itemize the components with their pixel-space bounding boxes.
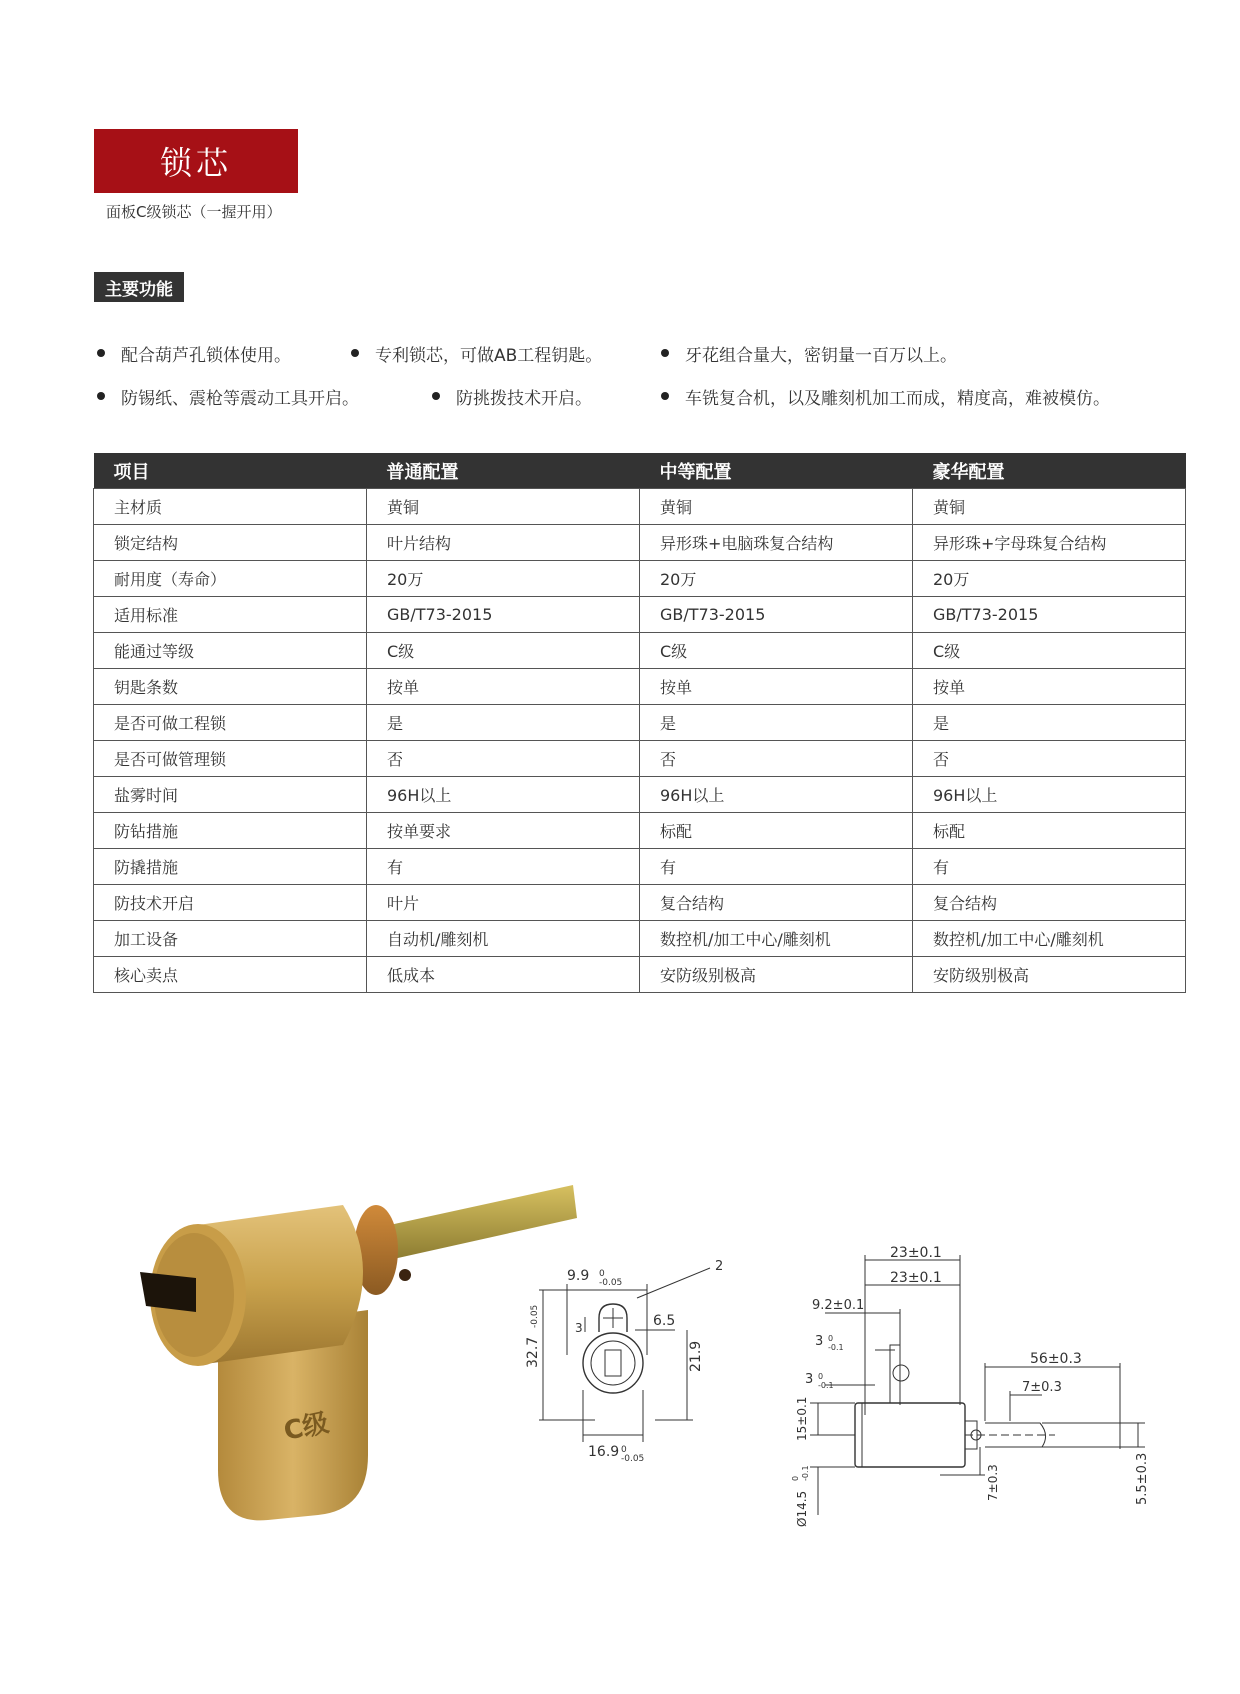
svg-text:3: 3 [805, 1372, 814, 1387]
svg-text:0: 0 [828, 1334, 834, 1343]
table-row [94, 705, 1186, 741]
table-cell: 有 [913, 849, 1186, 885]
feature-item: 牙花组合量大，密钥量一百万以上。 [661, 341, 957, 366]
table-cell: 加工设备 [94, 921, 367, 957]
tailpiece-shaft [376, 1185, 577, 1262]
svg-text:5.5±0.3: 5.5±0.3 [1135, 1452, 1150, 1505]
table-cell: 防技术开启 [94, 885, 367, 921]
table-cell: 20万 [640, 561, 913, 597]
svg-text:0: 0 [791, 1475, 800, 1481]
table-cell: 自动机/雕刻机 [367, 921, 640, 957]
keyway-icon [140, 1272, 196, 1312]
table-cell: 按单 [640, 669, 913, 705]
table-cell: 否 [367, 741, 640, 777]
table-cell: C级 [367, 633, 640, 669]
svg-text:0: 0 [599, 1269, 605, 1279]
bullet-icon [97, 349, 105, 357]
bullet-icon [351, 349, 359, 357]
header-medium: 中等配置 [640, 453, 913, 489]
spec-table [93, 453, 1186, 993]
header-item: 项目 [94, 453, 367, 489]
table-row [94, 597, 1186, 633]
table-cell: 耐用度（寿命） [94, 561, 367, 597]
features-label: 主要功能 [94, 272, 184, 302]
table-cell: GB/T73-2015 [913, 597, 1186, 633]
table-cell: 是否可做工程锁 [94, 705, 367, 741]
table-cell: 主材质 [94, 489, 367, 525]
table-cell: 适用标准 [94, 597, 367, 633]
svg-text:32.7: 32.7 [525, 1336, 541, 1368]
engraving-text: C级 [281, 1408, 332, 1447]
table-cell: 96H以上 [640, 777, 913, 813]
front-view-drawing [525, 1260, 745, 1520]
svg-text:23±0.1: 23±0.1 [890, 1245, 942, 1261]
table-cell: 有 [367, 849, 640, 885]
table-cell: 复合结构 [913, 885, 1186, 921]
table-row [94, 633, 1186, 669]
table-cell: 黄铜 [367, 489, 640, 525]
table-row [94, 669, 1186, 705]
table-cell: 否 [913, 741, 1186, 777]
table-cell: GB/T73-2015 [367, 597, 640, 633]
table-cell: 叶片结构 [367, 525, 640, 561]
table-row [94, 813, 1186, 849]
svg-text:56±0.3: 56±0.3 [1030, 1351, 1082, 1367]
table-cell: 叶片 [367, 885, 640, 921]
lock-cylinder-photo [118, 1180, 588, 1550]
table-cell: 20万 [367, 561, 640, 597]
table-cell: 钥匙条数 [94, 669, 367, 705]
svg-text:-0.05: -0.05 [621, 1454, 645, 1464]
bullet-icon [661, 392, 669, 400]
table-cell: 低成本 [367, 957, 640, 993]
table-row [94, 525, 1186, 561]
svg-text:21.9: 21.9 [688, 1340, 704, 1372]
table-cell: 复合结构 [640, 885, 913, 921]
svg-text:23±0.1: 23±0.1 [890, 1270, 942, 1286]
bullet-icon [432, 392, 440, 400]
svg-text:-0.1: -0.1 [818, 1381, 834, 1390]
svg-text:7±0.3: 7±0.3 [986, 1464, 1000, 1501]
table-cell: 数控机/加工中心/雕刻机 [913, 921, 1186, 957]
table-cell: 按单要求 [367, 813, 640, 849]
svg-text:-0.05: -0.05 [599, 1278, 623, 1288]
table-cell: 数控机/加工中心/雕刻机 [640, 921, 913, 957]
table-cell: 盐雾时间 [94, 777, 367, 813]
svg-text:3: 3 [815, 1334, 824, 1349]
table-cell: 标配 [640, 813, 913, 849]
feature-item: 防挑拨技术开启。 [432, 384, 592, 409]
svg-text:-0.1: -0.1 [828, 1343, 844, 1352]
table-row [94, 885, 1186, 921]
header-deluxe: 豪华配置 [913, 453, 1186, 489]
table-cell: 黄铜 [640, 489, 913, 525]
table-cell: 能通过等级 [94, 633, 367, 669]
table-cell: 20万 [913, 561, 1186, 597]
table-cell: 是 [367, 705, 640, 741]
table-header-row [94, 453, 1186, 489]
svg-text:-0.05: -0.05 [530, 1304, 540, 1328]
table-cell: C级 [913, 633, 1186, 669]
feature-item: 防锡纸、震枪等震动工具开启。 [97, 384, 359, 409]
bullet-icon [661, 349, 669, 357]
table-cell: 否 [640, 741, 913, 777]
table-cell: 异形珠+电脑珠复合结构 [640, 525, 913, 561]
svg-text:Ø14.5: Ø14.5 [795, 1490, 809, 1527]
table-cell: 96H以上 [367, 777, 640, 813]
table-cell: 异形珠+字母珠复合结构 [913, 525, 1186, 561]
table-row [94, 921, 1186, 957]
table-cell: GB/T73-2015 [640, 597, 913, 633]
svg-text:0: 0 [621, 1445, 627, 1455]
table-cell: 锁定结构 [94, 525, 367, 561]
table-cell: C级 [640, 633, 913, 669]
table-row [94, 957, 1186, 993]
table-row [94, 489, 1186, 525]
svg-text:6.5: 6.5 [653, 1313, 676, 1329]
table-row [94, 741, 1186, 777]
svg-text:3: 3 [575, 1321, 583, 1335]
table-cell: 96H以上 [913, 777, 1186, 813]
table-cell: 安防级别极高 [913, 957, 1186, 993]
table-cell: 按单 [913, 669, 1186, 705]
table-row [94, 777, 1186, 813]
table-cell: 是否可做管理锁 [94, 741, 367, 777]
feature-item: 配合葫芦孔锁体使用。 [97, 341, 291, 366]
svg-text:9.9: 9.9 [567, 1268, 590, 1284]
svg-text:7±0.3: 7±0.3 [1022, 1380, 1062, 1395]
table-cell: 防钻措施 [94, 813, 367, 849]
svg-text:16.9: 16.9 [588, 1444, 620, 1460]
table-row [94, 849, 1186, 885]
svg-text:15±0.1: 15±0.1 [795, 1396, 809, 1441]
bullet-icon [97, 392, 105, 400]
feature-item: 车铣复合机，以及雕刻机加工而成，精度高，难被模仿。 [661, 384, 1110, 409]
header-basic: 普通配置 [367, 453, 640, 489]
table-cell: 是 [640, 705, 913, 741]
page-subtitle: 面板C级锁芯（一握开用） [106, 203, 282, 221]
table-cell: 防撬措施 [94, 849, 367, 885]
page-title: 锁芯 [94, 129, 298, 193]
svg-text:-0.1: -0.1 [801, 1465, 810, 1481]
side-view-drawing [780, 1245, 1180, 1535]
table-cell: 核心卖点 [94, 957, 367, 993]
svg-text:0: 0 [818, 1372, 824, 1381]
table-cell: 黄铜 [913, 489, 1186, 525]
cam-hole [399, 1269, 411, 1281]
svg-text:2: 2 [715, 1260, 724, 1274]
table-row [94, 561, 1186, 597]
table-cell: 是 [913, 705, 1186, 741]
feature-item: 专利锁芯，可做AB工程钥匙。 [351, 341, 602, 366]
table-cell: 安防级别极高 [640, 957, 913, 993]
svg-text:9.2±0.1: 9.2±0.1 [812, 1298, 865, 1313]
table-cell: 标配 [913, 813, 1186, 849]
table-cell: 有 [640, 849, 913, 885]
table-cell: 按单 [367, 669, 640, 705]
